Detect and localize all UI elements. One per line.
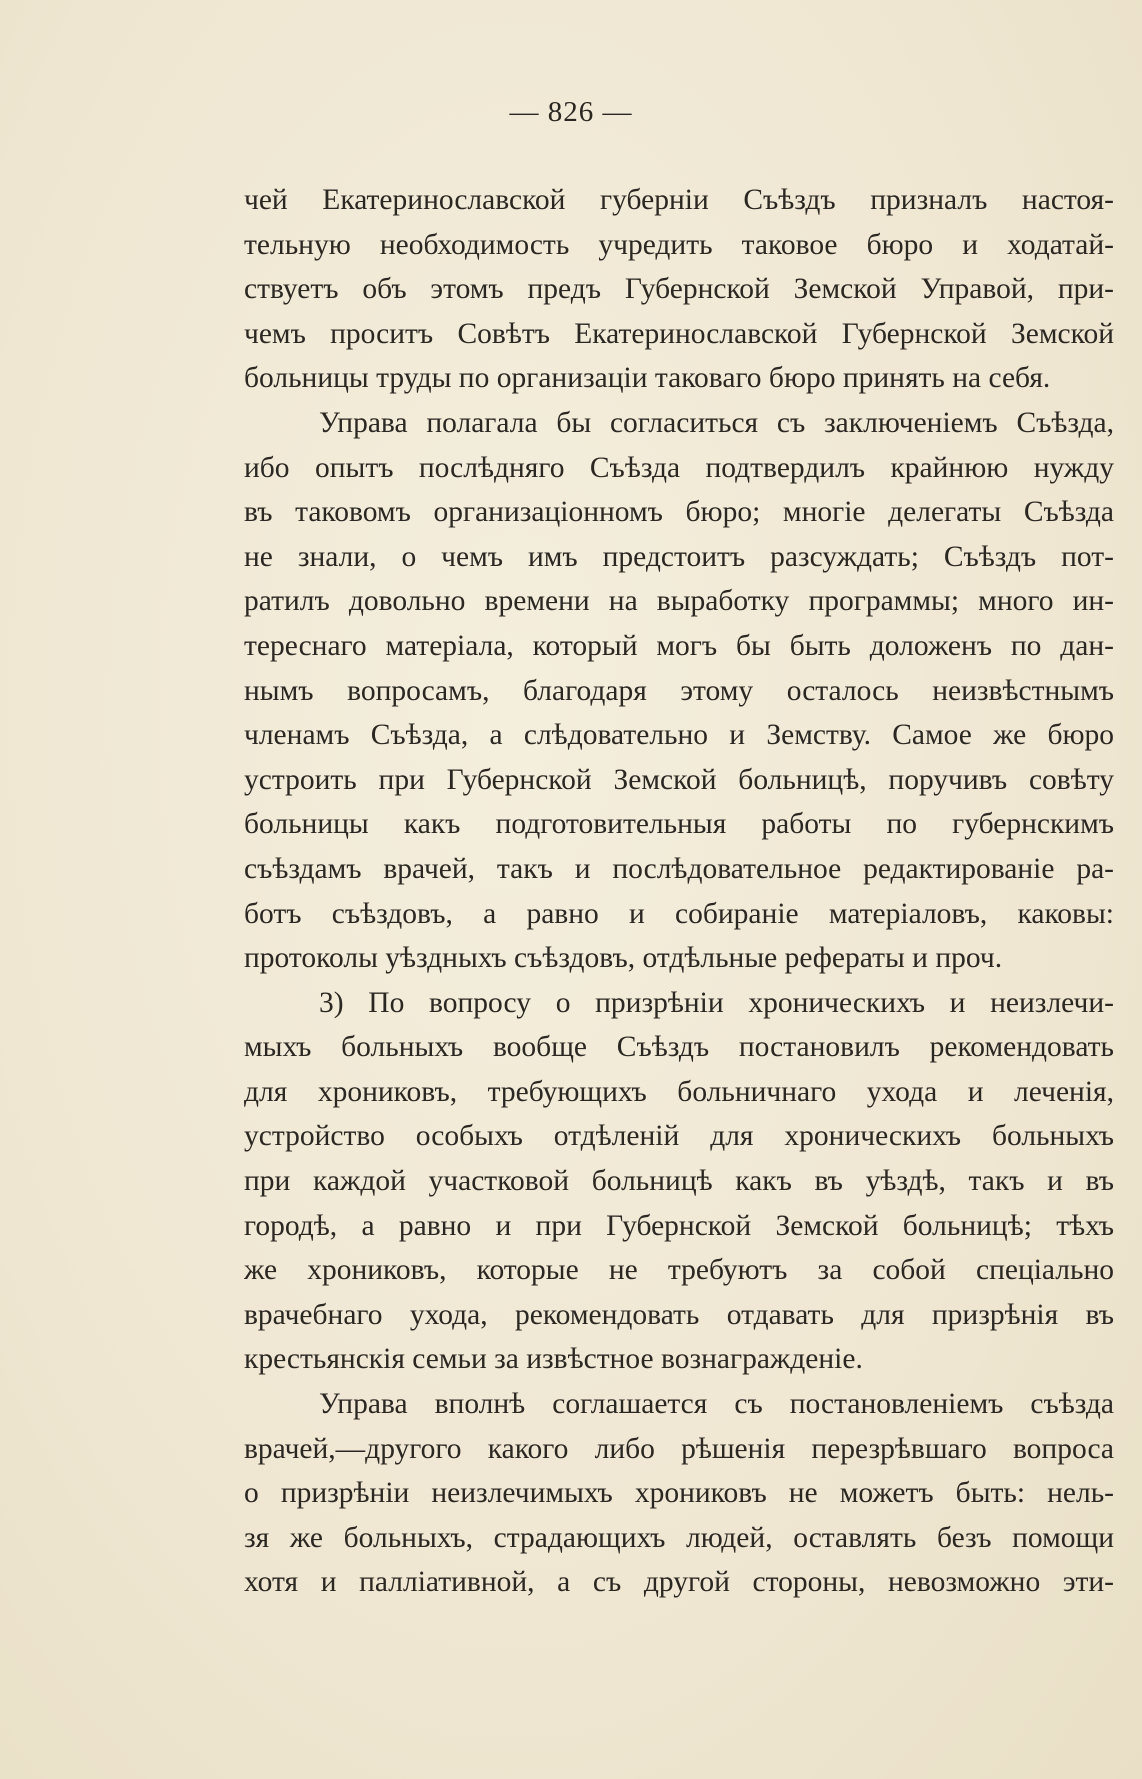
text-line: больницы труды по организаціи таковаго бюро принять на себя. (244, 362, 1051, 395)
paragraph (244, 401, 1114, 981)
text-line: устроить при Губернской Земской больницѣ, поручивъ совѣту (244, 763, 1114, 796)
document-body (244, 178, 1114, 1605)
text-line: въ таковомъ организаціонномъ бюро; многіе делегаты Съѣзда (244, 496, 1114, 529)
text-line: крестьянскія семьи за извѣстное вознагражденіе. (244, 1343, 863, 1376)
text-line: городѣ, а равно и при Губернской Земской больницѣ; тѣхъ (244, 1209, 1114, 1242)
paragraph (244, 178, 1114, 401)
text-line: же хрониковъ, которые не требуютъ за собой спеціально (244, 1254, 1114, 1287)
text-line: съѣздамъ врачей, такъ и послѣдовательное редактированіе ра- (244, 852, 1114, 885)
text-line: нымъ вопросамъ, благодаря этому осталось неизвѣстнымъ (244, 674, 1114, 707)
paragraph (244, 1382, 1114, 1605)
text-line: хотя и палліативной, а съ другой стороны, невозможно эти- (244, 1566, 1114, 1599)
paragraph (244, 981, 1114, 1382)
text-line: чей Екатеринославской губерніи Съѣздъ призналъ настоя- (244, 184, 1114, 216)
text-line: не знали, о чемъ имъ предстоитъ разсуждать; Съѣздъ пот- (244, 540, 1114, 573)
text-line: больницы какъ подготовительныя работы по губернскимъ (244, 808, 1114, 841)
text-line: тереснаго матеріала, который могъ бы быть доложенъ по дан- (244, 629, 1114, 662)
text-line: членамъ Съѣзда, а слѣдовательно и Земству. Самое же бюро (244, 719, 1114, 752)
text-line: чемъ проситъ Совѣтъ Екатеринославской Губернской Земской (244, 317, 1114, 350)
text-line: Управа полагала бы согласиться съ заключеніемъ Съѣзда, (319, 406, 1114, 439)
text-line: ибо опытъ послѣдняго Съѣзда подтвердилъ крайнюю нужду (244, 451, 1114, 484)
text-line: устройство особыхъ отдѣленій для хроническихъ больныхъ (244, 1120, 1114, 1153)
text-line: для хрониковъ, требующихъ больничнаго ухода и леченія, (244, 1075, 1114, 1108)
text-line: зя же больныхъ, страдающихъ людей, оставлять безъ помощи (244, 1521, 1114, 1554)
text-line: о призрѣніи неизлечимыхъ хрониковъ не можетъ быть: нель- (244, 1477, 1114, 1510)
text-line: 3) По вопросу о призрѣніи хроническихъ и неизлечи- (319, 986, 1114, 1019)
text-line: Управа вполнѣ соглашается съ постановленіемъ съѣзда (319, 1388, 1114, 1421)
text-line: ботъ съѣздовъ, а равно и собираніе матеріаловъ, каковы: (244, 897, 1114, 930)
text-line: тельную необходимость учредить таковое бюро и ходатай- (244, 228, 1114, 261)
page-number: — 826 — (509, 96, 633, 128)
text-line: врачей,—другого какого либо рѣшенія перезрѣвшаго вопроса (244, 1432, 1114, 1465)
text-line: мыхъ больныхъ вообще Съѣздъ постановилъ рекомендовать (244, 1031, 1114, 1064)
text-line: ствуетъ объ этомъ предъ Губернской Земской Управой, при- (244, 273, 1114, 306)
text-line: ратилъ довольно времени на выработку программы; много ин- (244, 585, 1114, 618)
text-line: врачебнаго ухода, рекомендовать отдавать для призрѣнія въ (244, 1298, 1114, 1331)
text-line: протоколы уѣздныхъ съѣздовъ, отдѣльные рефераты и проч. (244, 942, 1003, 975)
text-line: при каждой участковой больницѣ какъ въ уѣздѣ, такъ и въ (244, 1165, 1114, 1198)
